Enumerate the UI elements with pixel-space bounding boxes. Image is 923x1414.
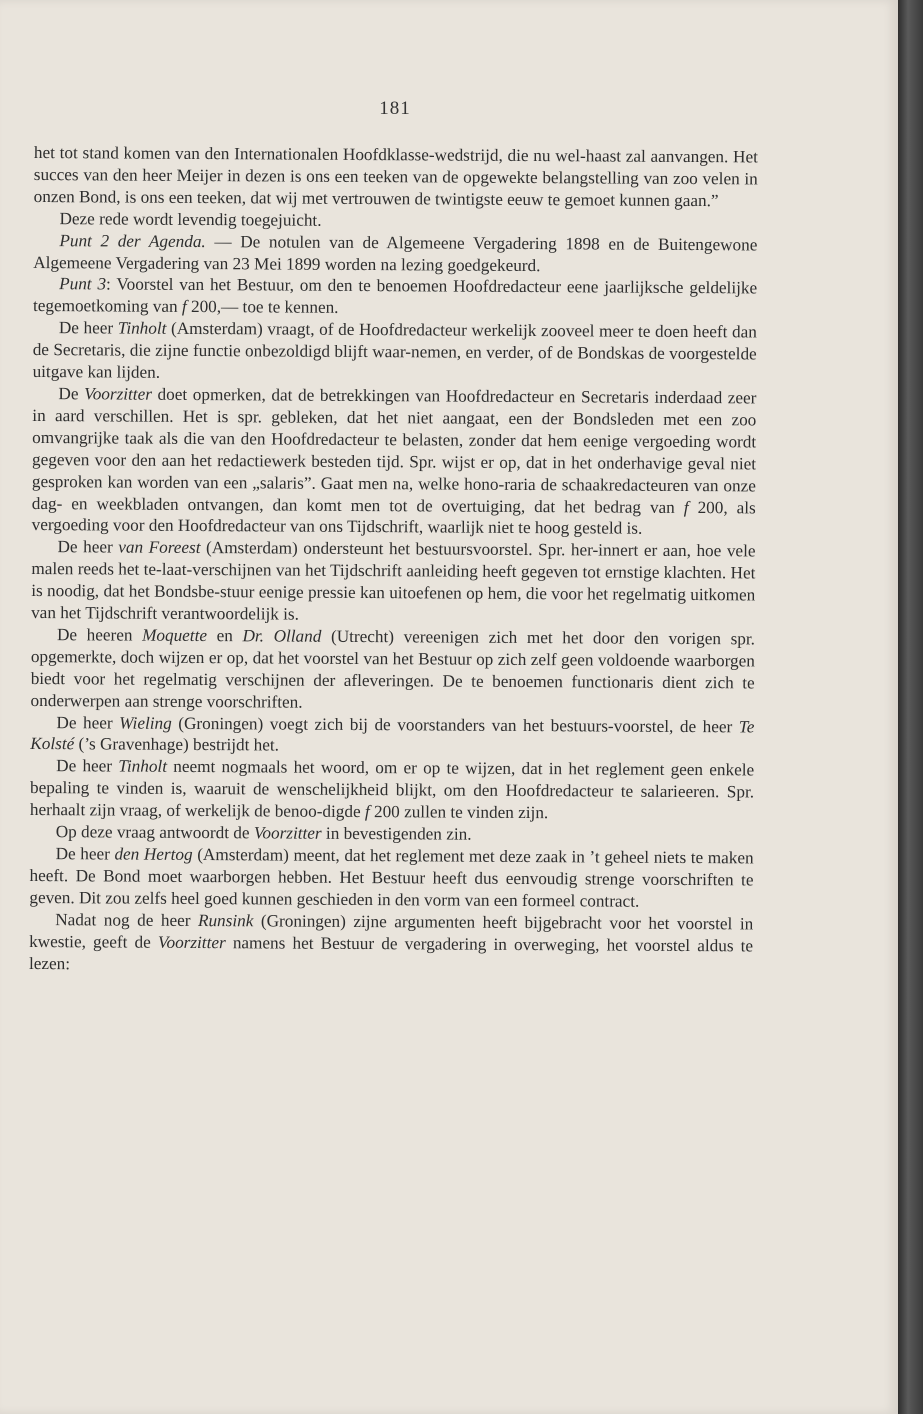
paragraph: De heer van Foreest (Amsterdam) ondersteunt het bestuursvoorstel. Spr. her-innert er aan, hoe vele malen reeds het te-laat-verschijnen van het Tijdschrift aanleiding heeft gegeven tot ernstige klachten. Het is noodig, dat het Bondsbe-stuur eenige pressie kan uitoefenen op hem, die voor het regelmatig uitkomen van het Tijdschrift verantwoordelijk is. <box>31 537 756 624</box>
paragraph: De heer Tinholt neemt nogmaals het woord, om er op te wijzen, dat in het reglement geen enkele bepaling te vinden is, waaruit de wenschelijkheid blijkt, om den Hoofdredacteur te salarieeren. Spr. herhaalt zijn vraag, of werkelijk de benoo-digde f 200 zullen te vinden zijn. <box>29 756 755 823</box>
page-edge <box>898 0 923 1414</box>
paragraph: Deze rede wordt levendig toegejuicht. <box>59 208 322 230</box>
paragraph: De heer den Hertog (Amsterdam) meent, dat het reglement met deze zaak in ’t geheel niets te maken heeft. De Bond moet waarborgen hebben. Het Bestuur heeft dus eenvoudig strenge voorschriften te geven. Dit zou zelfs heel goed kunnen geschieden in den vorm van een formeel contract. <box>29 844 754 911</box>
body-text <box>29 142 758 979</box>
paragraph: Nadat nog de heer Runsink (Groningen) zijne argumenten heeft bijgebracht voor het voorstel in kwestie, geeft de Voorzitter namens het Bestuur de vergadering in overweging, het voorstel aldus te lezen: <box>28 909 754 973</box>
paragraph: Punt 2 der Agenda. — De notulen van de Algemeene Vergadering 1898 en de Buitengewone Algemeene Vergadering van 23 Mei 1899 worden na lezing goedgekeurd. <box>33 230 758 275</box>
paragraph: het tot stand komen van den Internationalen Hoofdklasse-wedstrijd, die nu wel-haast zal aanvangen. Het succes van den heer Meijer in dezen is ons een teeken van de opgewekte belangstelling van zoo velen in onzen Bond, is ons een teeken, dat wij met vertrouwen de twintigste eeuw te gemoet kunnen gaan.” <box>33 142 758 210</box>
paragraph: De Voorzitter doet opmerken, dat de betrekkingen van Hoofdredacteur en Secretaris inderdaad zeer in aard verschillen. Het is spr. gebleken, dat het niet aangaat, een der Bondsleden met een zoo omvangrijke taak als die van den Hoofdredacteur te belasten, zonder dat hem eenige vergoeding wordt gegeven voor den aan het redactiewerk besteden tijd. Spr. wijst er op, dat in het onderhavige geval niet gesproken kan worden van een „salaris”. Gaat men na, welke hono-raria de schaakredacteuren van onze dag- en weekbladen ontvangen, dan komt men tot de overtuiging, dat het bedrag van f 200, als vergoeding voor den Hoofdredacteur van ons Tijdschrift, waarlijk niet te hoog gesteld is. <box>31 384 757 539</box>
paragraph: Punt 3: Voorstel van het Bestuur, om den te benoemen Hoofdredacteur eene jaarlijksche geldelijke tegemoetkoming van f 200,— toe te kennen. <box>32 274 758 318</box>
paragraph: De heer Tinholt (Amsterdam) vraagt, of de Hoofdredacteur werkelijk zooveel meer te doen heeft dan de Secretaris, die zijne functie onbezoldigd blijft waar-nemen, en verder, of de Bondskas de voorgestelde uitgave kan lijden. <box>32 318 757 382</box>
paragraph: De heer Wieling (Groningen) voegt zich bij de voorstanders van het bestuurs-voorstel, de heer Te Kolsté (’s Gravenhage) bestrijdt het. <box>30 712 755 755</box>
paragraph: Op deze vraag antwoordt de Voorzitter in bevestigenden zin. <box>55 822 472 844</box>
paragraph: De heeren Moquette en Dr. Olland (Utrecht) vereenigen zich met het door den vorigen spr. opgemerkte, doch wijzen er op, dat het voorstel van het Bestuur op zich zelf geen voldoende waarborgen biedt voor het regelmatig verschijnen der afleveringen. De te benoemen functionaris dient zich te onderwerpen aan strenge voorschriften. <box>30 625 756 712</box>
page-number: 181 <box>379 98 411 119</box>
